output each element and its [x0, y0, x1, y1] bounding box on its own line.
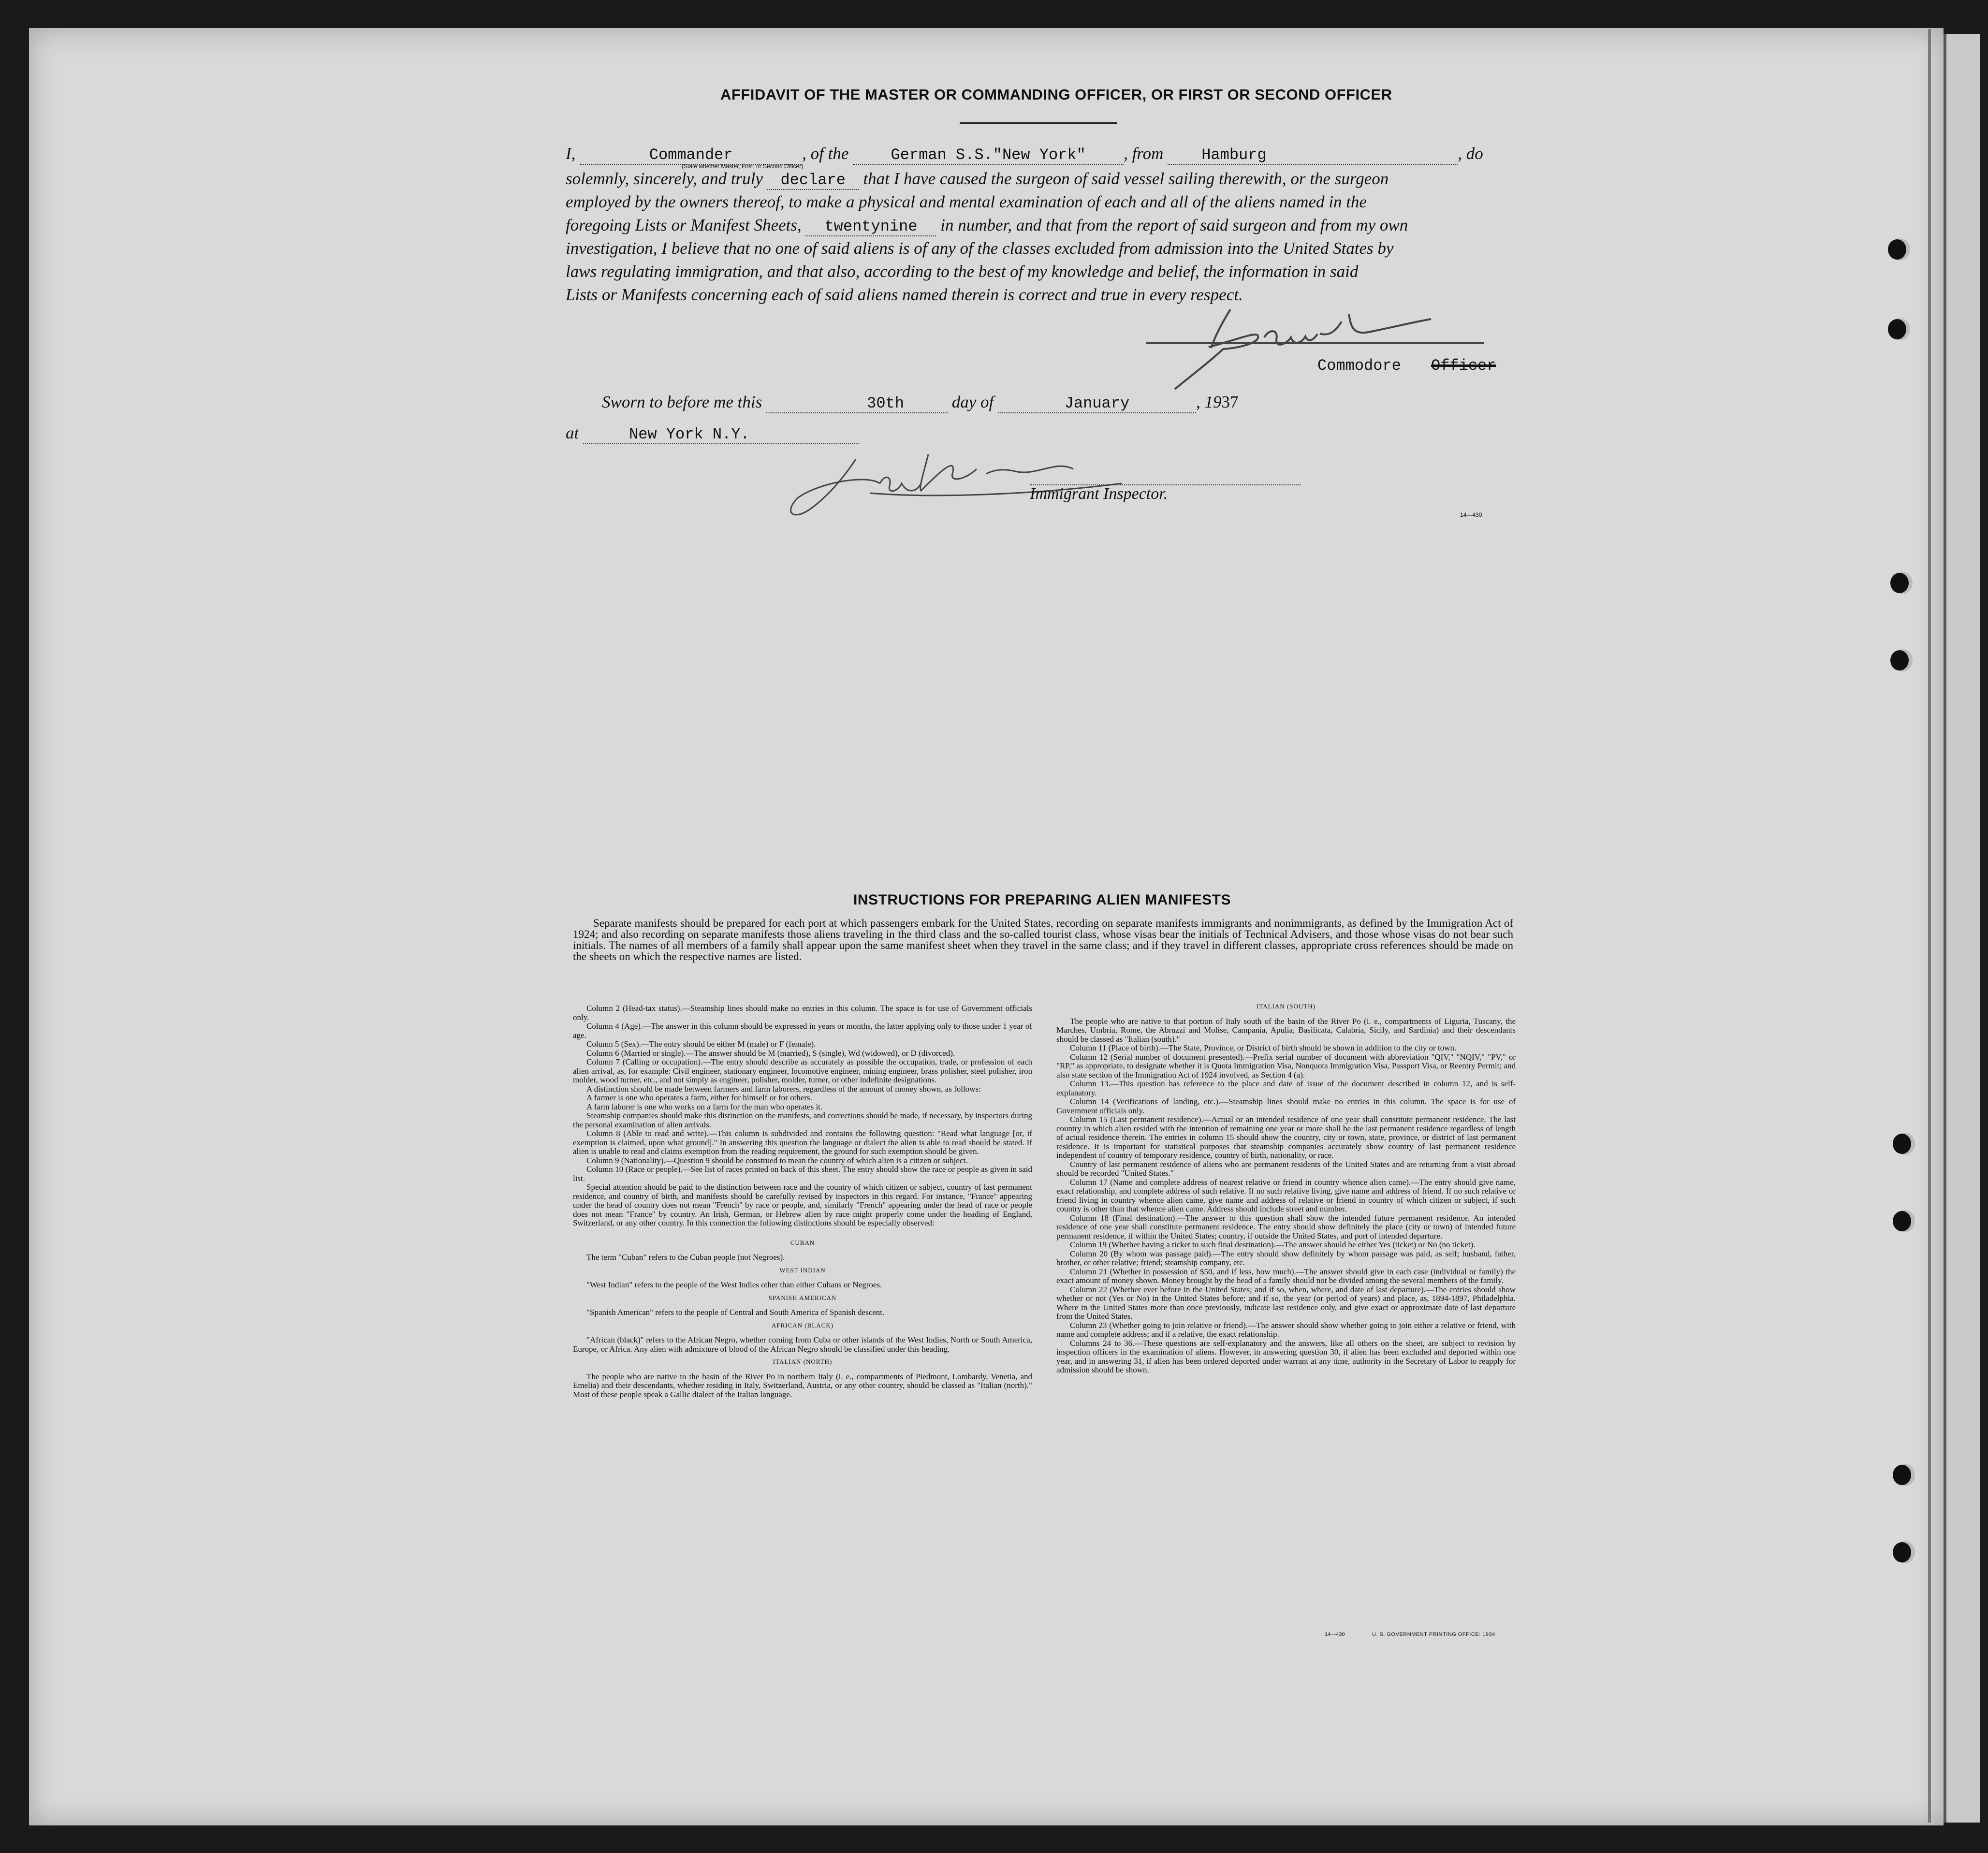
italian-south-heading: ITALIAN (SOUTH) [1257, 1003, 1316, 1010]
line1-do: , do [1458, 144, 1483, 163]
african-heading: AFRICAN (BLACK) [771, 1321, 834, 1329]
affidavit-line-3: employed by the owners thereof, to make a physical and mental examination of each and all of the aliens named in the [566, 192, 1367, 211]
col-21-text: Column 21 (Whether in possession of $50, and if less, how much).—The answer should give in each case (individual or family) the exact amount of money shown. Money brought by the head of a family should not be divided among the several members of the family. [1056, 1267, 1516, 1285]
col-5-text: Column 5 (Sex).—The entry should be either M (male) or F (female). [586, 1039, 816, 1049]
cuban-heading: CUBAN [790, 1239, 815, 1246]
instructions-left-column [573, 1004, 1032, 1399]
sworn-pre: Sworn to before me this [602, 393, 762, 411]
officer-title-struck: Officer [1431, 357, 1496, 375]
affidavit-form-number: 14—430 [1460, 511, 1482, 518]
declare-word: declare [767, 171, 859, 190]
african-text: "African (black)" refers to the African Negro, whether coming from Cuba or other islands of the West Indies, North or South America, Europe, or Africa. Any alien with admixture of blood of the African Negro should be classified under this heading. [573, 1335, 1032, 1354]
col-22-text: Column 22 (Whether ever before in the United States; and if so, when, where, and date of last departure).—The entries should show whether or not (Yes or No) in the United States before; and if so, the year (or period of years) and place, as, 1894-1897, Philadelphia. Where in the United States more than once previously, indicate last residence only, and give exact or approximate date of last departure from the United States. [1056, 1284, 1516, 1321]
farmer-def: A farmer is one who operates a farm, either for himself or for others. [586, 1093, 812, 1102]
officer-title: Commodore [1317, 357, 1401, 375]
affidavit-line-2 [566, 169, 1389, 190]
instructions-intro: Separate manifests should be prepared for each port at which passengers embark for the United States, recording on separate manifests immigrants and nonimmigrants, as defined by the Immigration Act of 1924; and also recording on separate manifests those aliens traveling in the third class and the so-called tourist class, whose visas bear the initials of Technical Advisers, and those whose visas do not bear such initials. The names of all members of a family shall appear upon the same manifest sheet when they travel in the same class; and if they travel in different classes, appropriate cross references should be made on the sheets on which the respective names are listed. [573, 917, 1513, 963]
cuban-text: The term "Cuban" refers to the Cuban people (not Negroes). [586, 1253, 785, 1262]
col-23-text: Column 23 (Whether going to join relative or friend).—The answer should show whether going to join either a relative or friend, with name and complete address; and if a relative, the exact relationship. [1056, 1320, 1516, 1339]
affidavit-line-5: investigation, I believe that no one of said aliens is of any of the classes excluded from admission into the United States by [566, 239, 1394, 258]
binder-hole [1893, 1211, 1911, 1231]
officer-rank: Commander [580, 146, 802, 165]
sworn-place: New York N.Y. [583, 425, 859, 444]
sheet-count: twentynine [805, 218, 936, 236]
farmer-distinction: A distinction should be made between farmers and farm laborers, regardless of the amount of money shown, as follows: [586, 1084, 981, 1094]
sworn-month: January [998, 394, 1196, 413]
binder-hole [1888, 319, 1906, 339]
col-17-text: Column 17 (Name and complete address of nearest relative or friend in country whence alien came).—The entry should give name, exact relationship, and complete address of such relative. If no such relative living, give name and address of friend. If no such relative or friend living in country whence alien came, give name and address of relative or friend in country of which citizen or subject, if such country is other than that whence alien came. Address should include street and number. [1056, 1177, 1516, 1213]
sworn-day-of: day of [951, 393, 994, 411]
italian-south-text: The people who are native to that portion of Italy south of the basin of the River Po (i. e., compartments of Liguria, Tuscany, the Marches, Umbria, Rome, the Abruzzi and Molise, Campania, Apulia, Basilicata, Calabria, Sicily, and Sardinia) and their descendants should be classed as "Italian (south)." [1056, 1016, 1516, 1044]
west-indian-heading: WEST INDIAN [779, 1266, 826, 1274]
col-12-text: Column 12 (Serial number of document presented).—Prefix serial number of document with abbreviation "QIV," "NQIV," "PV," or "RP," as appropriate, to designate whether it is Quota Immigration Visa, Nonquota Immigration Visa, Passport Visa, or Reentry Permit; and also state section of the Immigration Act of 1924 involved, as Section 4 (a). [1056, 1052, 1516, 1080]
steamship-distinction: Steamship companies should make this distinction on the manifests, and corrections should be made, if necessary, by inspectors during the personal examination of alien arrivals. [573, 1111, 1032, 1129]
binder-hole [1893, 1465, 1911, 1485]
spanish-american-heading: SPANISH AMERICAN [768, 1294, 837, 1301]
col-4-text: Column 4 (Age).—The answer in this column should be expressed in years or months, the latter applying only to those under 1 year of age. [573, 1021, 1032, 1040]
instructions-form-number: 14—430 [1325, 1632, 1345, 1637]
binder-hole [1890, 573, 1909, 593]
affidavit-line-1 [566, 144, 1483, 165]
col-9-text: Column 9 (Nationality).—Question 9 should be construed to mean the country of which alien is a citizen or subject. [586, 1155, 968, 1165]
sworn-line [602, 393, 1238, 413]
col-2-text: Column 2 (Head-tax status).—Steamship lines should make no entries in this column. The space is for use of Government officials only. [573, 1004, 1032, 1022]
page-fold [1928, 29, 1931, 1823]
col-19-text: Column 19 (Whether having a ticket to such final destination).—The answer should be either Yes (ticket) or No (no ticket). [1070, 1240, 1476, 1249]
binder-hole [1888, 239, 1906, 260]
col-24-36-text: Columns 24 to 36.—These questions are self-explanatory and the answers, like all others on the sheet, are subject to revision by inspection officers in the examination of aliens. However, in answering question 30, if alien has been excluded and deported within one year, and in answering 31, if alien has been ordered deported under warrant at any time, authority in the Secretary of Labor to reapply for admission should be shown. [1056, 1338, 1516, 1374]
instructions-right-column [1056, 1002, 1516, 1375]
line2-post: that I have caused the surgeon of said vessel sailing therewith, or the surgeon [863, 169, 1389, 188]
departure-port: Hamburg [1168, 146, 1458, 165]
col-15b-text: Country of last permanent residence of aliens who are permanent residents of the United States and are returning from a visit abroad should be recorded "United States." [1056, 1159, 1516, 1178]
col-14-text: Column 14 (Verifications of landing, etc.).—Steamship lines should make no entries in this column. The space is for use of Government officials only. [1056, 1097, 1516, 1115]
line4-pre: foregoing Lists or Manifest Sheets, [566, 216, 802, 234]
col-18-text: Column 18 (Final destination).—The answer to this question shall show the intended future permanent residence. An intended residence of one year shall constitute permanent residence. The entry should show definitely the place (city or town) of intended future permanent residence, if within the United States; country, if outside the United States, and port of intended departure. [1056, 1213, 1516, 1240]
binder-hole [1890, 650, 1909, 671]
west-indian-text: "West Indian" refers to the people of the West Indies other than either Cubans or Negroes. [586, 1280, 882, 1289]
line2-pre: solemnly, sincerely, and truly [566, 169, 763, 188]
affidavit-line-6: laws regulating immigration, and that also, according to the best of my knowledge and belief, the information in said [566, 262, 1359, 281]
race-distinction: Special attention should be paid to the distinction between race and the country of which citizen or subject, country of last permanent residence, and country of birth, and manifests should be carefully revised by inspectors in this regard. For instance, "France" appearing under the head of country does not mean "French" by race or people, and, similarly "French" appearing under the head of race or people does not mean "France" by country. An Irish, German, or Hebrew alien by race might properly come under the heading of England, Switzerland, or any other country. In this connection the following distinctions should be especially observed: [573, 1182, 1032, 1227]
sworn-day: 30th [766, 394, 948, 413]
title-rule [960, 122, 1117, 124]
affidavit-line-7: Lists or Manifests concerning each of said aliens named therein is correct and true in every respect. [566, 285, 1243, 304]
affidavit-line-4 [566, 216, 1408, 236]
sworn-year: 37 [1221, 393, 1239, 411]
binder-hole [1893, 1134, 1911, 1154]
officer-signature [1146, 295, 1484, 392]
col-10-text: Column 10 (Race or people).—See list of races printed on back of this sheet. The entry should show the race or people as given in said list. [573, 1165, 1032, 1183]
col-20-text: Column 20 (By whom was passage paid).—The entry should show definitely by whom passage was paid, as self; husband, father, brother, or other relative; friend; steamship company, etc. [1056, 1249, 1516, 1267]
spanish-american-text: "Spanish American" refers to the people of Central and South America of Spanish descent. [586, 1308, 885, 1317]
col-15-text: Column 15 (Last permanent residence).—Actual or an intended residence of one year shall constitute permanent residence. The last country in which alien resided with the intention of remaining one year or more shall be the last permanent residence regardless of length of actual residence therein. The entries in column 15 should show the country, city or town, state, province, or district of last permanent residence. It is important for statistical purposes that steamship companies accurately show country of last permanent residence independent of country of temporary residence, country of birth, nationality, or race. [1056, 1115, 1516, 1160]
inspector-title: Immigrant Inspector. [1030, 485, 1168, 503]
vessel-name: German S.S."New York" [853, 146, 1124, 165]
at-label: at [566, 423, 579, 442]
col-11-text: Column 11 (Place of birth).—The State, Province, or District of birth should be shown in addition to the city or town. [1070, 1043, 1457, 1052]
line1-pre: I, [566, 144, 576, 163]
binder-hole [1893, 1542, 1911, 1562]
col-6-text: Column 6 (Married or single).—The answer should be M (married), S (single), Wd (widowed), or D (divorced). [586, 1048, 955, 1058]
italian-north-heading: ITALIAN (NORTH) [773, 1358, 833, 1365]
place-line [566, 423, 859, 444]
rank-note: (State whether Master, First, or Second Officer) [682, 163, 804, 170]
col-8-text: Column 8 (Able to read and write).—This column is subdivided and contains the following question: "Read what language [or, if exemption is claimed, upon what ground]." In answering this question the language or dialect the alien is able to read should be stated. If alien is unable to read and claims exemption from the reading requirement, the ground for such exemption should be given. [573, 1129, 1032, 1156]
line1-of-the: , of the [802, 144, 849, 163]
line1-from: , from [1124, 144, 1164, 163]
line4-post: in number, and that from the report of said surgeon and from my own [940, 216, 1408, 234]
italian-north-text: The people who are native to the basin of the River Po in northern Italy (i. e., compartments of Piedmont, Lombardy, Venetia, and Emelia) and their descendants, whether residing in Italy, Switzerland, Austria, or any other country, should be classed as "Italian (north)." Most of these people speak a Gallic dialect of the Italian language. [573, 1372, 1032, 1399]
col-7-text: Column 7 (Calling or occupation).—The entry should describe as accurately as possible the occupation, trade, or profession of each alien arrival, as, for example: Civil engineer, stationary engineer, locomotive engineer, mining engineer, brass polisher, steel polisher, iron molder, wood turner, etc., and not simply as engineer, polisher, molder, turner, or other indefinite designations. [573, 1057, 1032, 1084]
sworn-year-prefix: , 19 [1196, 393, 1222, 411]
affidavit-title: AFFIDAVIT OF THE MASTER OR COMMANDING OFFICER, OR FIRST OR SECOND OFFICER [720, 86, 1392, 103]
farm-laborer-def: A farm laborer is one who works on a farm for the man who operates it. [586, 1102, 823, 1111]
col-13-text: Column 13.—This question has reference to the place and date of issue of the document described in column 12, and is self-explanatory. [1056, 1079, 1516, 1097]
printer-imprint: U. S. GOVERNMENT PRINTING OFFICE: 1934 [1372, 1632, 1495, 1637]
signature-line [1148, 342, 1482, 343]
binding-strip [1944, 34, 1980, 1823]
instructions-title: INSTRUCTIONS FOR PREPARING ALIEN MANIFESTS [853, 892, 1231, 908]
